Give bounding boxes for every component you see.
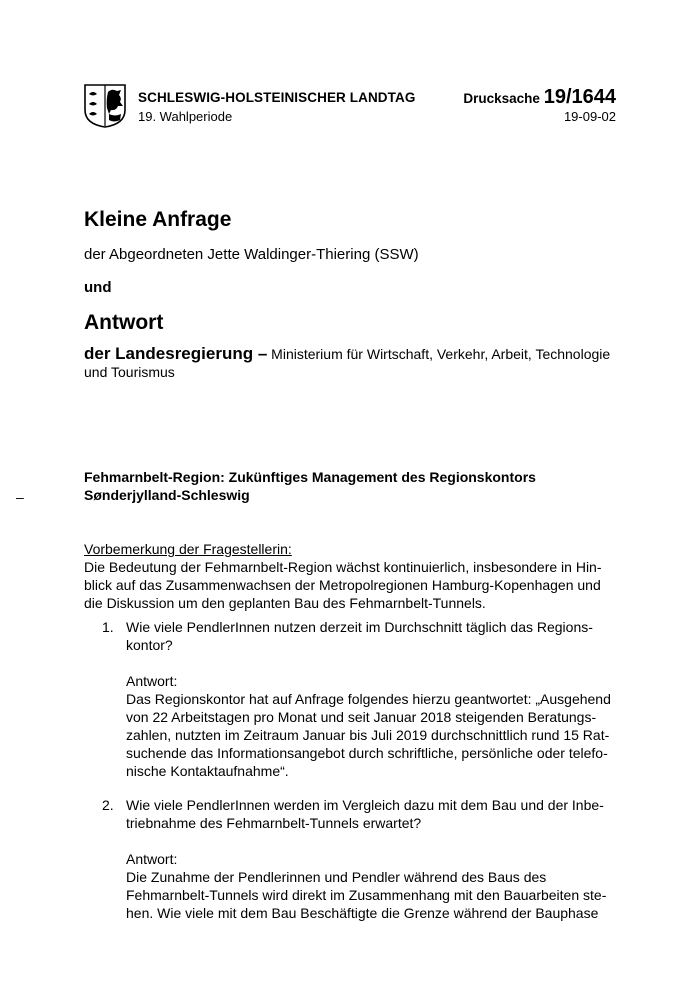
heading-antwort: Antwort [84, 311, 164, 334]
heading-kleine-anfrage: Kleine Anfrage [84, 208, 232, 231]
drucksache-label: Drucksache [463, 91, 540, 106]
landesregierung-lead: der Landesregierung – [84, 344, 268, 363]
document-date: 19-09-02 [563, 109, 616, 124]
vorbemerkung [84, 540, 624, 612]
question-text: Wie viele PendlerInnen nutzen derzeit im Durchschnitt täglich das Regions- kontor? [126, 619, 593, 653]
answer-label: Antwort: [126, 851, 178, 867]
abgeordnete-line: der Abgeordneten Jette Waldinger-Thiering (SSW) [84, 246, 419, 263]
electoral-period: 19. Wahlperiode [138, 109, 233, 124]
question-number: 2. [102, 797, 114, 813]
ministerium-name: Ministerium für Wirtschaft, Verkehr, Arbeit, Technologie und Tourismus [84, 346, 611, 380]
answer-text: Die Zunahme der Pendlerinnen und Pendler während des Baus des Fehmarnbelt-Tunnels wird direkt im Zusammenhang mit den Bauarbeiten ste- hen. Wie viele mit dem Bau Beschäftigte die Grenze während der Bauphase [126, 869, 607, 921]
landesregierung-line [84, 345, 624, 381]
question-text: Wie viele PendlerInnen werden im Vergleich dazu mit dem Bau und der Inbe- triebnahme des Fehmarnbelt-Tunnels erwartet? [126, 797, 604, 831]
coat-of-arms-icon [84, 84, 126, 128]
subject-heading: Fehmarnbelt-Region: Zukünftiges Management des Regionskontors Sønderjylland-Schleswig [84, 469, 536, 503]
answer-text: Das Regionskontor hat auf Anfrage folgendes hierzu geantwortet: „Ausgehend von 22 Arbeitstagen pro Monat und seit Januar 2018 steigenden Beratungs- zahlen, nutzten im Zeitraum Januar bis Juli 2019 durchschnittlich rund 15 Rat- suchende das Informationsangebot durch schriftliche, persönliche oder telefo- nische Kontaktaufnahme“. [126, 691, 611, 779]
parliament-name: SCHLESWIG-HOLSTEINISCHER LANDTAG [138, 90, 416, 105]
vorbemerkung-title: Vorbemerkung der Fragestellerin: [84, 541, 292, 557]
margin-mark: – [16, 489, 24, 505]
vorbemerkung-text: Die Bedeutung der Fehmarnbelt-Region wächst kontinuierlich, insbesondere in Hin- blick auf das Zusammenwachsen der Metropolregionen Hamburg-Kopenhagen und die Diskussion um den geplanten Bau des Fehmarnbelt-Tunnels. [84, 559, 602, 611]
drucksache-number: 19/1644 [543, 86, 616, 108]
und-line: und [84, 279, 112, 296]
question-number: 1. [102, 619, 114, 635]
drucksache-reference [463, 86, 616, 109]
answer-label: Antwort: [126, 673, 178, 689]
